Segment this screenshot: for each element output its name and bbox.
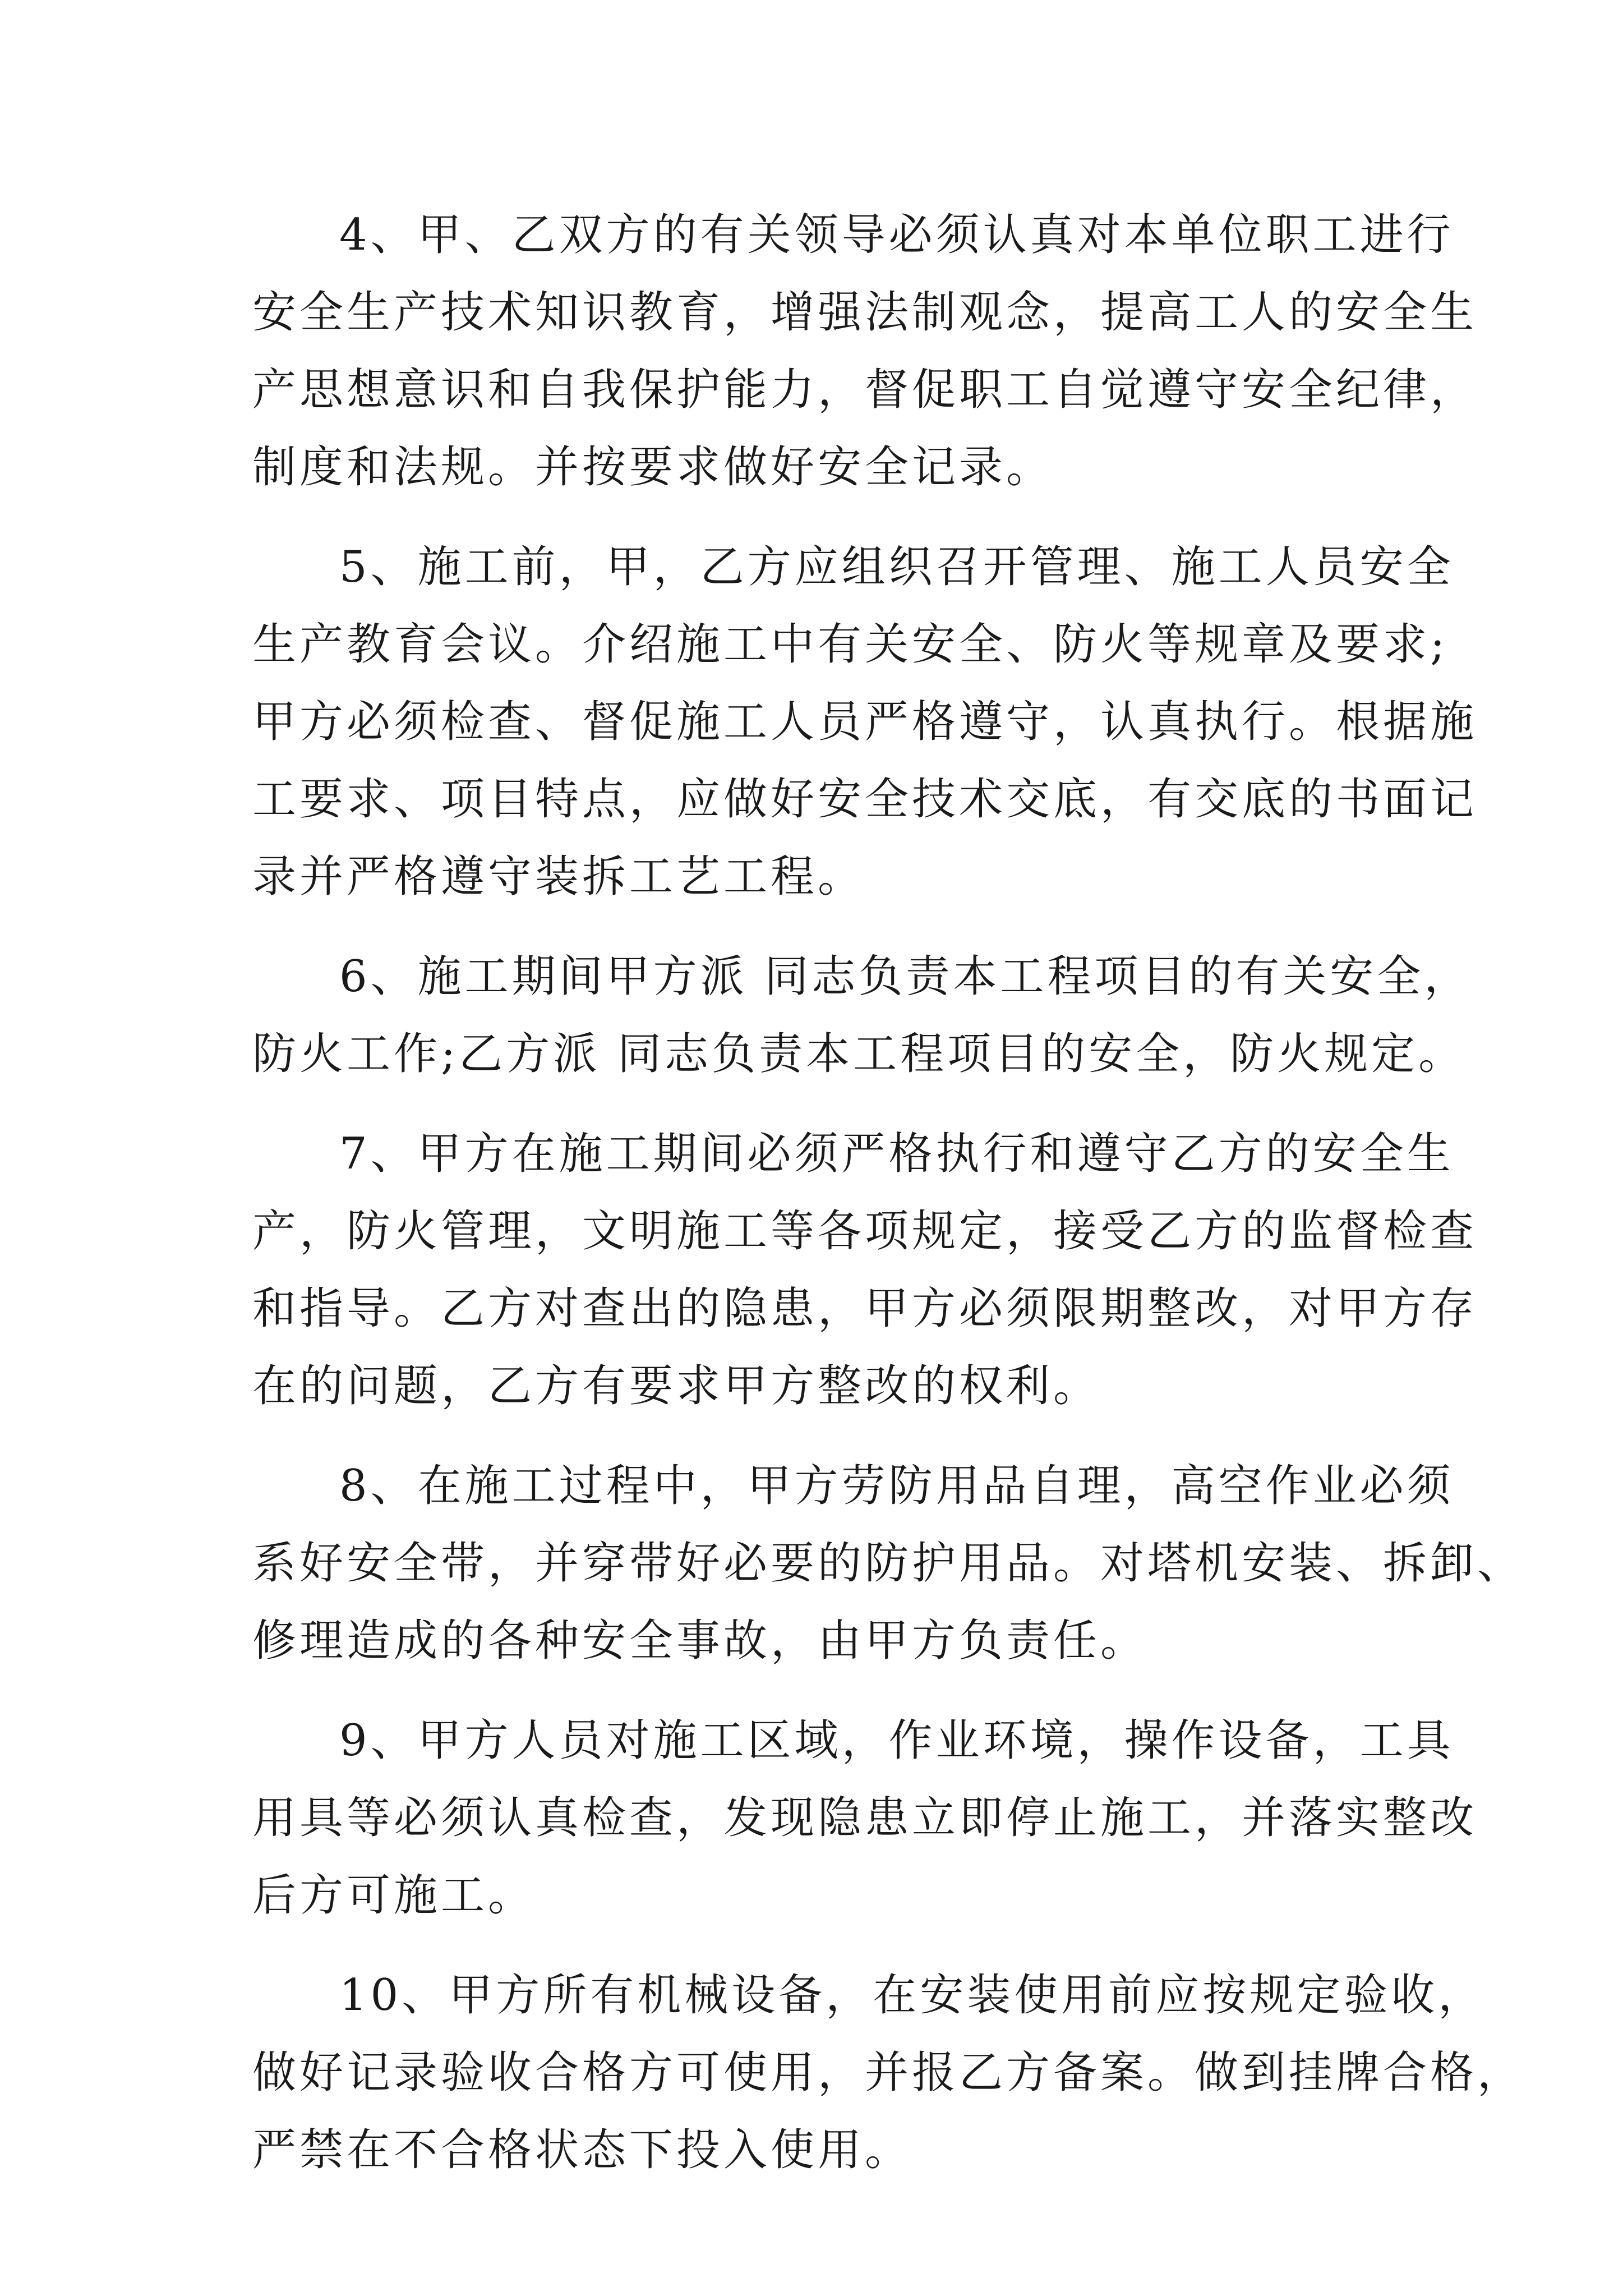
text-line: 甲方必须检查、督促施工人员严格遵守，认真执行。根据施 [252,697,1478,747]
clause-7 [252,1115,1478,1425]
document-body [252,196,1525,2211]
clause-4 [252,196,1478,506]
text-line: 生产教育会议。介绍施工中有关安全、防火等规章及要求; [252,619,1449,670]
clause-10 [252,1957,1525,2189]
clause-5 [252,528,1478,915]
text-line: 8、在施工过程中，甲方劳防用品自理，高空作业必须 [339,1461,1454,1511]
text-line: 产思想意识和自我保护能力，督促职工自觉遵守安全纪律， [252,365,1478,415]
clause-8 [252,1447,1525,1680]
text-line: 和指导。乙方对查出的隐患，甲方必须限期整改，对甲方存 [252,1283,1478,1334]
text-line: 修理造成的各种安全事故，由甲方负责任。 [252,1616,1148,1666]
text-line: 制度和法规。并按要求做好安全记录。 [252,442,1054,493]
text-line: 录并严格遵守装拆工艺工程。 [252,852,865,902]
text-line: 用具等必须认真检查，发现隐患立即停止施工，并落实整改 [252,1793,1478,1843]
text-line: 做好记录验收合格方可使用，并报乙方备案。做到挂牌合格， [252,2047,1525,2098]
text-line: 5、施工前，甲，乙方应组织召开管理、施工人员安全 [339,542,1454,592]
text-line: 后方可施工。 [252,1870,536,1921]
text-line: 7、甲方在施工期间必须严格执行和遵守乙方的安全生 [339,1129,1454,1179]
clause-9 [252,1702,1478,1934]
text-line: 工要求、项目特点，应做好安全技术交底，有交底的书面记 [252,774,1478,825]
text-line: 严禁在不合格状态下投入使用。 [252,2125,912,2175]
text-line: 系好安全带，并穿带好必要的防护用品。对塔机安装、拆卸、 [252,1538,1525,1589]
text-line: 9、甲方人员对施工区域，作业环境，操作设备，工具 [339,1715,1454,1766]
text-line: 10、甲方所有机械设备，在安装使用前应按规定验收， [339,1970,1486,2021]
clause-6 [252,938,1472,1093]
text-line: 4、甲、乙双方的有关领导必须认真对本单位职工进行 [339,210,1454,260]
text-line: 安全生产技术知识教育，增强法制观念，提高工人的安全生 [252,287,1478,338]
text-line: 产，防火管理，文明施工等各项规定，接受乙方的监督检查 [252,1206,1478,1257]
text-line: 在的问题，乙方有要求甲方整改的权利。 [252,1361,1101,1411]
text-line: 6、施工期间甲方派 同志负责本工程项目的有关安全， [339,951,1472,1002]
text-line: 防火工作;乙方派 同志负责本工程项目的安全，防火规定。 [252,1029,1466,1079]
